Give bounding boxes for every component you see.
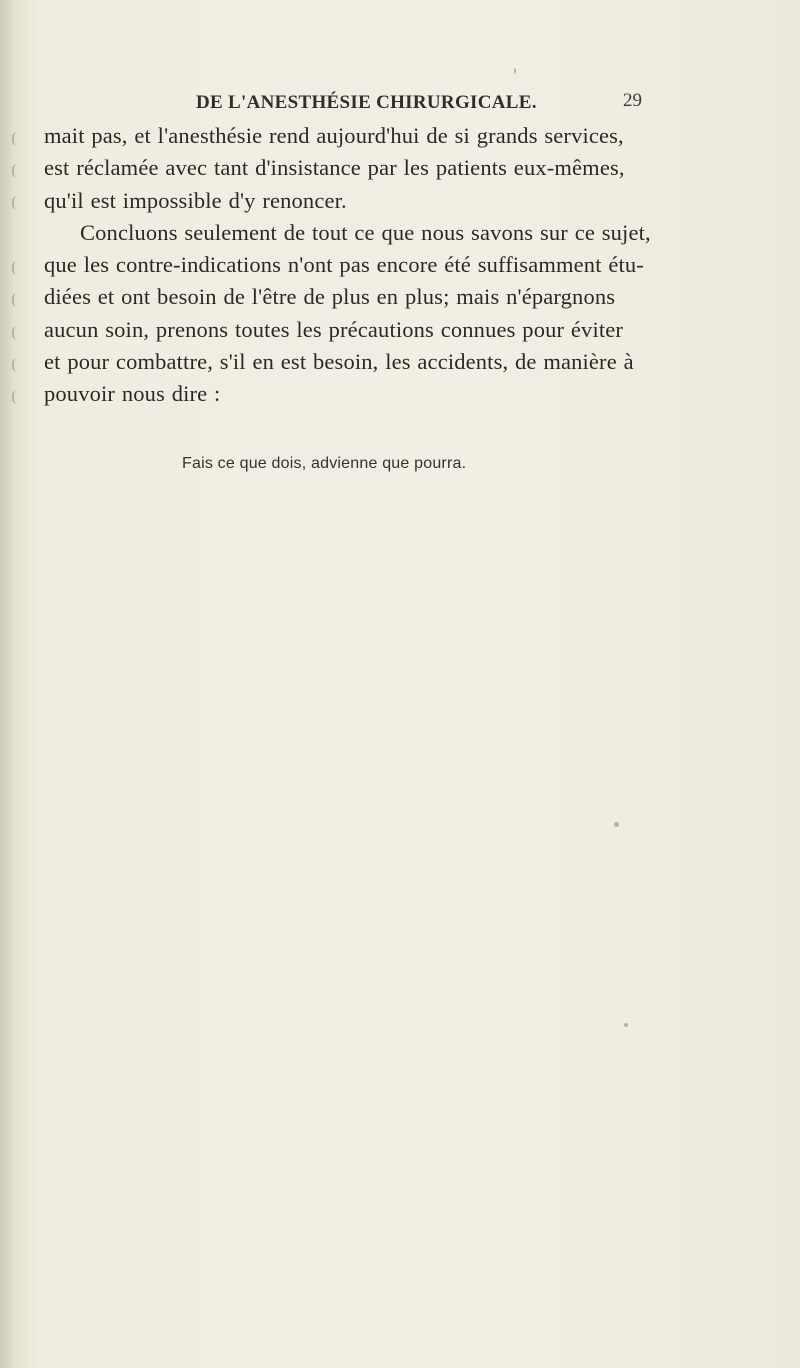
body-text [44, 120, 704, 411]
running-title: DE L'ANESTHÉSIE CHIRURGICALE. [196, 92, 537, 113]
margin-mark [12, 196, 17, 210]
margin-mark [12, 358, 17, 372]
margin-mark [12, 326, 17, 340]
text-line: que les contre-indications n'ont pas encore été suffisamment étu- [44, 252, 644, 278]
page-number: 29 [623, 90, 642, 111]
text-line: est réclamée avec tant d'insistance par les patients eux-mêmes, [44, 155, 625, 181]
text-line: Concluons seulement de tout ce que nous savons sur ce sujet, [80, 219, 651, 245]
page-header [0, 92, 800, 116]
margin-mark [12, 390, 17, 404]
text-line: qu'il est impossible d'y renoncer. [44, 187, 347, 213]
closing-quote: Fais ce que dois, advienne que pourra. [182, 455, 467, 472]
paper-speck [624, 1023, 628, 1027]
margin-mark [12, 261, 17, 275]
margin-mark [12, 164, 17, 178]
text-line: mait pas, et l'anesthésie rend aujourd'hui de si grands services, [44, 123, 624, 148]
text-line: aucun soin, prenons toutes les précautions connues pour éviter [44, 316, 624, 342]
text-line: et pour combattre, s'il en est besoin, les accidents, de manière à [44, 349, 634, 375]
margin-mark [12, 293, 17, 307]
text-line: pouvoir nous dire : [44, 381, 221, 407]
paper-speck [514, 68, 516, 74]
paper-speck [614, 822, 619, 827]
text-line: diées et ont besoin de l'être de plus en plus; mais n'épargnons [44, 284, 616, 310]
margin-mark [12, 132, 17, 146]
